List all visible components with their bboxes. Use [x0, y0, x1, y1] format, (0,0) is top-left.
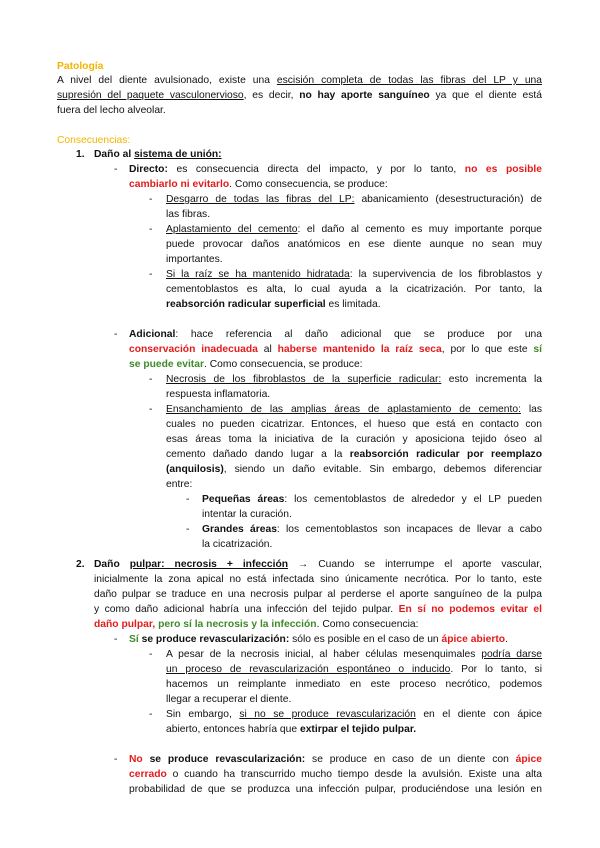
adicional-item-1-line-1: Necrosis de los fibroblastos de la superficie radicular: esto incrementa la [166, 374, 543, 385]
item-2-line-2: inicialmente la zona apical no está infectada sino únicamente necrótica. Por lo tanto, este [94, 574, 542, 585]
adicional-item-2-line-4: cemento dañado dando lugar a la reabsorción radicular por reemplazo [166, 449, 542, 460]
dash-bullet: - [186, 524, 190, 535]
dash-bullet: - [149, 649, 153, 660]
si-item-2-line-1: Sin embargo, si no se produce revascularización en el diente con ápice [166, 709, 542, 720]
directo-item-1-line-2: las fibras. [166, 209, 211, 220]
no-line-3: probabilidad de que se produzca una infección pulpar, produciéndose una lesión en [129, 784, 542, 795]
dash-bullet: - [149, 194, 153, 205]
directo-item-3-line-3: reabsorción radicular superficial es limitada. [166, 299, 381, 310]
dash-bullet: - [114, 754, 118, 765]
adicional-item-2-line-1: Ensanchamiento de las amplias áreas de aplastamiento de cemento: las [166, 404, 542, 415]
item-2-number: 2. [76, 559, 85, 570]
si-item-2-line-2: abierto, entonces habría que extirpar el tejido pulpar. [166, 724, 417, 735]
adicional-item-2-line-3: esas áreas toma la iniciativa de la curación y aposiciona tejido óseo al [166, 434, 542, 445]
directo-item-3-line-2: cementoblastos es alta, lo cual ayuda a la cicatrización. Por tanto, la [166, 284, 542, 295]
section-title: Patología [57, 61, 104, 72]
dash-bullet: - [149, 404, 153, 415]
directo-line-2: cambiarlo ni evitarlo. Como consecuencia, se produce: [129, 179, 388, 190]
sub-item-1-line-2: intentar la curación. [202, 509, 292, 520]
dash-bullet: - [114, 634, 118, 645]
sub-item-2-line-1: Grandes áreas: los cementoblastos son incapaces de llevar a cabo [202, 524, 542, 535]
intro-line-1: A nivel del diente avulsionado, existe una escisión completa de todas las fibras del LP y una [57, 75, 542, 86]
directo-item-2-line-3: importantes. [166, 254, 223, 265]
adicional-line-2: conservación inadecuada al haberse mantenido la raíz seca, por lo que este sí [129, 344, 542, 355]
adicional-item-2-line-5: (anquilosis), siendo un daño evitable. Sin embargo, debemos diferenciar [166, 464, 542, 475]
directo-item-2-line-1: Aplastamiento del cemento: el daño al cemento es muy importante porque [166, 224, 542, 235]
directo-line-1: Directo: es consecuencia directa del impacto, y por lo tanto, no es posible [129, 164, 542, 175]
dash-bullet: - [149, 709, 153, 720]
item-2-line-4: y como daño adicional habría una infección del tejido pulpar. En sí no podemos evitar el [94, 604, 542, 615]
sub-item-2-line-2: la cicatrización. [202, 539, 273, 550]
si-line: Sí se produce revascularización: sólo es posible en el caso de un ápice abierto. [129, 634, 508, 645]
item-1-number: 1. [76, 149, 85, 160]
si-item-1-line-1: A pesar de la necrosis inicial, al haber células mesenquimales podría darse [166, 649, 542, 660]
adicional-item-1-line-2: respuesta inflamatoria. [166, 389, 271, 400]
intro-line-2: supresión del paquete vasculonervioso, es decir, no hay aporte sanguíneo ya que el diente está [57, 90, 542, 101]
adicional-line-3: se puede evitar. Como consecuencia, se produce: [129, 359, 363, 370]
dash-bullet: - [114, 329, 118, 340]
adicional-line-1: Adicional: hace referencia al daño adicional que se produce por una [129, 329, 542, 340]
dash-bullet: - [114, 164, 118, 175]
dash-bullet: - [186, 494, 190, 505]
item-2-line-5: daño pulpar, pero sí la necrosis y la infección. Como consecuencia: [94, 619, 419, 630]
item-2-line-3: daño pulpar se traduce en una necrosis pulpar al perderse el aporte sanguíneo de la pulpa [94, 589, 542, 600]
no-line-1: No se produce revascularización: se produce en caso de un diente con ápice [129, 754, 542, 765]
sub-item-1-line-1: Pequeñas áreas: los cementoblastos de alrededor y el LP pueden [202, 494, 543, 505]
adicional-item-2-line-6: entre: [166, 479, 193, 490]
intro-line-3: fuera del lecho alveolar. [57, 105, 166, 116]
item-1-heading: Daño al sistema de unión: [94, 149, 222, 160]
dash-bullet: - [149, 374, 153, 385]
dash-bullet: - [149, 224, 153, 235]
item-2-line-1: Daño pulpar: necrosis + infección → Cuando se interrumpe el aporte vascular, [94, 559, 542, 570]
adicional-item-2-line-2: cuales no pueden cicatrizar. Entonces, el hueso que está en contacto con [166, 419, 542, 430]
si-item-1-line-3: hacemos un reimplante inmediato en este proceso necrótico, podemos [166, 679, 542, 690]
no-line-2: cerrado o cuando ha transcurrido mucho tiempo desde la avulsión. Existe una alta [129, 769, 542, 780]
si-item-1-line-4: llegar a recuperar el diente. [166, 694, 292, 705]
directo-item-1-line-1: Desgarro de todas las fibras del LP: abanicamiento (desestructuración) de [166, 194, 542, 205]
directo-item-2-line-2: puede provocar daños anatómicos en ese diente aunque no sean muy [166, 239, 542, 250]
directo-item-3-line-1: Si la raíz se ha mantenido hidratada: la supervivencia de los fibroblastos y [166, 269, 542, 280]
dash-bullet: - [149, 269, 153, 280]
si-item-1-line-2: un proceso de revascularización espontáneo o inducido. Por lo tanto, si [166, 664, 542, 675]
consecuencias-heading: Consecuencias: [57, 135, 131, 146]
